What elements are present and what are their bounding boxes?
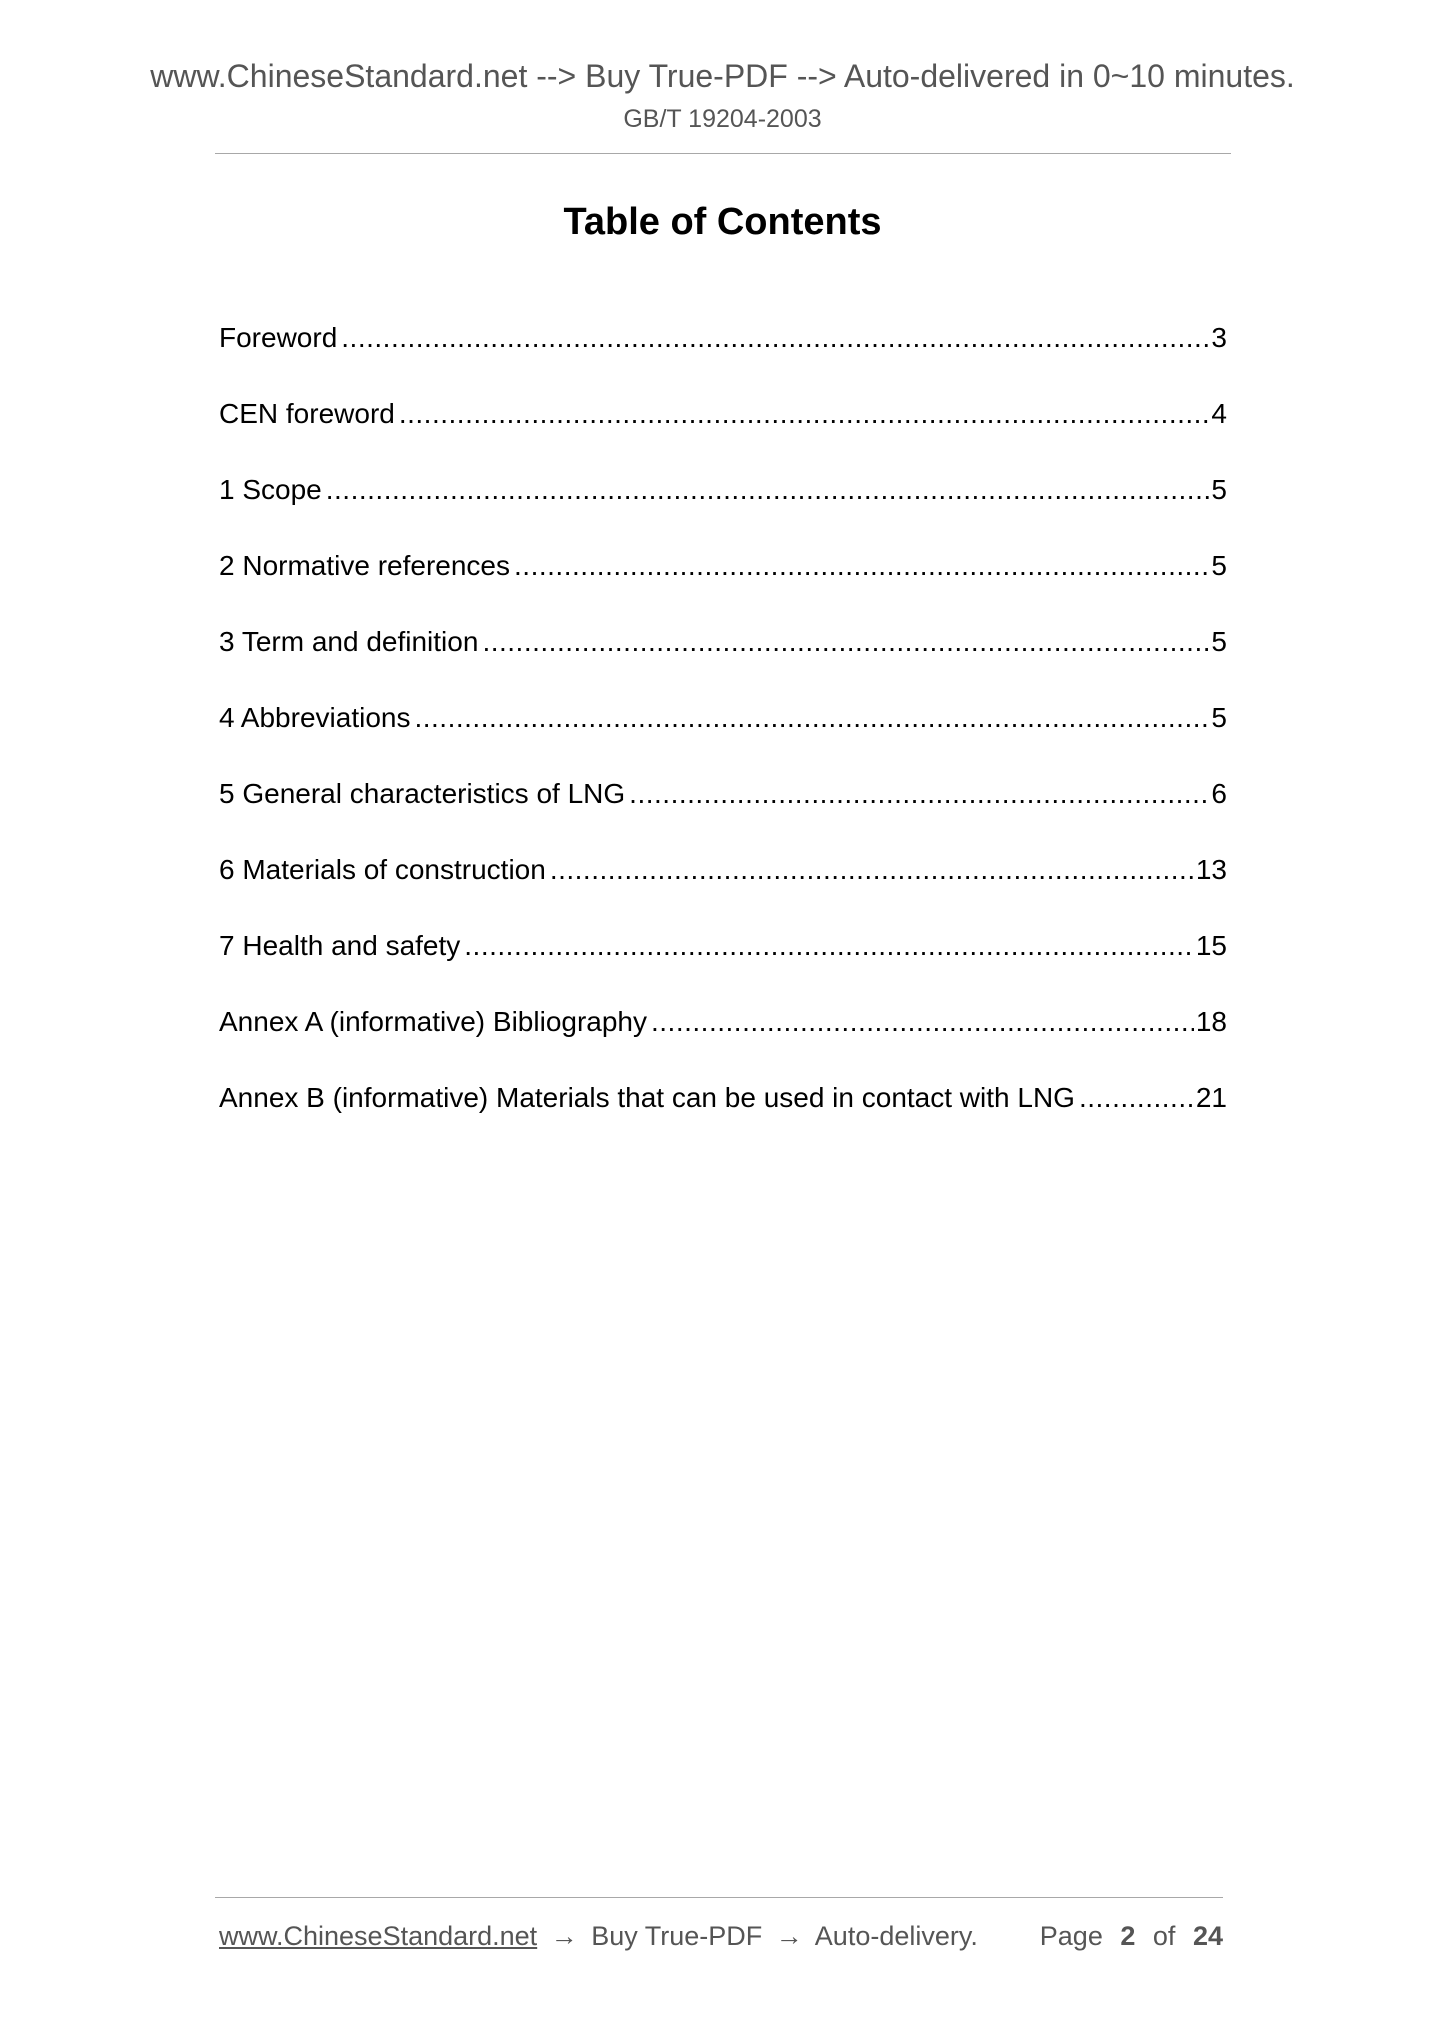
toc-list: [219, 318, 1227, 1154]
total-page-count: 24: [1192, 1921, 1223, 1951]
page-word: Page: [1039, 1921, 1103, 1951]
toc-entry-health-and-safety[interactable]: [219, 926, 1227, 1002]
toc-entry-label: 3 Term and definition: [219, 626, 479, 657]
toc-entry-label: 5 General characteristics of LNG: [219, 778, 626, 809]
toc-entry-normative-references[interactable]: [219, 546, 1227, 622]
toc-entry-label: 7 Health and safety: [219, 930, 461, 961]
toc-entry-scope[interactable]: [219, 470, 1227, 546]
toc-entry-general-characteristics[interactable]: [219, 774, 1227, 850]
toc-dot-leader: [629, 774, 1209, 814]
current-page-number: 2: [1120, 1921, 1136, 1951]
toc-entry-label: CEN foreword: [219, 398, 395, 429]
page-indicator: [1040, 1916, 1223, 1956]
toc-entry-label: 1 Scope: [219, 474, 322, 505]
toc-entry-page: 5: [1211, 626, 1227, 657]
toc-dot-leader: [482, 622, 1209, 662]
toc-entry-label: Annex A (informative) Bibliography: [219, 1006, 647, 1037]
standard-code: GB/T 19204-2003: [623, 105, 822, 133]
toc-entry-page: 5: [1211, 550, 1227, 581]
toc-dot-leader: [651, 1002, 1194, 1042]
toc-entry-materials-of-construction[interactable]: [219, 850, 1227, 926]
toc-dot-leader: [399, 394, 1210, 434]
toc-entry-term-and-definition[interactable]: [219, 622, 1227, 698]
toc-entry-page: 6: [1211, 778, 1227, 809]
footer-delivery-text: Auto-delivery.: [814, 1921, 978, 1951]
toc-entry-page: 3: [1211, 322, 1227, 353]
toc-dot-leader: [1079, 1078, 1194, 1118]
toc-dot-leader: [514, 546, 1209, 586]
toc-entry-annex-a[interactable]: [219, 1002, 1227, 1078]
right-arrow-icon: →: [775, 1921, 803, 1951]
toc-entry-label: 4 Abbreviations: [219, 702, 411, 733]
right-arrow-icon: →: [550, 1921, 578, 1951]
page-footer: [219, 1916, 1223, 1956]
footer-buy-text: Buy True-PDF: [591, 1921, 763, 1951]
toc-entry-foreword[interactable]: [219, 318, 1227, 394]
toc-entry-cen-foreword[interactable]: [219, 394, 1227, 470]
site-banner: www.ChineseStandard.net --> Buy True-PDF --> Auto-delivered in 0~10 minutes.: [150, 58, 1295, 94]
toc-dot-leader: [550, 850, 1194, 890]
of-word: of: [1152, 1921, 1176, 1951]
toc-title: Table of Contents: [563, 201, 882, 243]
toc-entry-page: 15: [1195, 930, 1227, 961]
toc-entry-label: 2 Normative references: [219, 550, 511, 581]
toc-entry-annex-b[interactable]: [219, 1078, 1227, 1154]
toc-dot-leader: [414, 698, 1209, 738]
toc-dot-leader: [464, 926, 1194, 966]
footer-promo: [219, 1916, 978, 1956]
toc-entry-label: Foreword: [219, 322, 338, 353]
toc-entry-abbreviations[interactable]: [219, 698, 1227, 774]
footer-divider: [215, 1897, 1223, 1898]
toc-entry-page: 5: [1211, 474, 1227, 505]
toc-entry-page: 21: [1195, 1082, 1227, 1113]
toc-entry-page: 5: [1211, 702, 1227, 733]
toc-entry-label: Annex B (informative) Materials that can be used in contact with LNG: [219, 1082, 1075, 1113]
toc-entry-label: 6 Materials of construction: [219, 854, 546, 885]
toc-dot-leader: [326, 470, 1210, 510]
footer-site-link[interactable]: www.ChineseStandard.net: [219, 1921, 538, 1951]
toc-entry-page: 18: [1195, 1006, 1227, 1037]
toc-entry-page: 4: [1211, 398, 1227, 429]
toc-dot-leader: [341, 318, 1209, 358]
header-divider: [215, 153, 1231, 154]
toc-entry-page: 13: [1195, 854, 1227, 885]
